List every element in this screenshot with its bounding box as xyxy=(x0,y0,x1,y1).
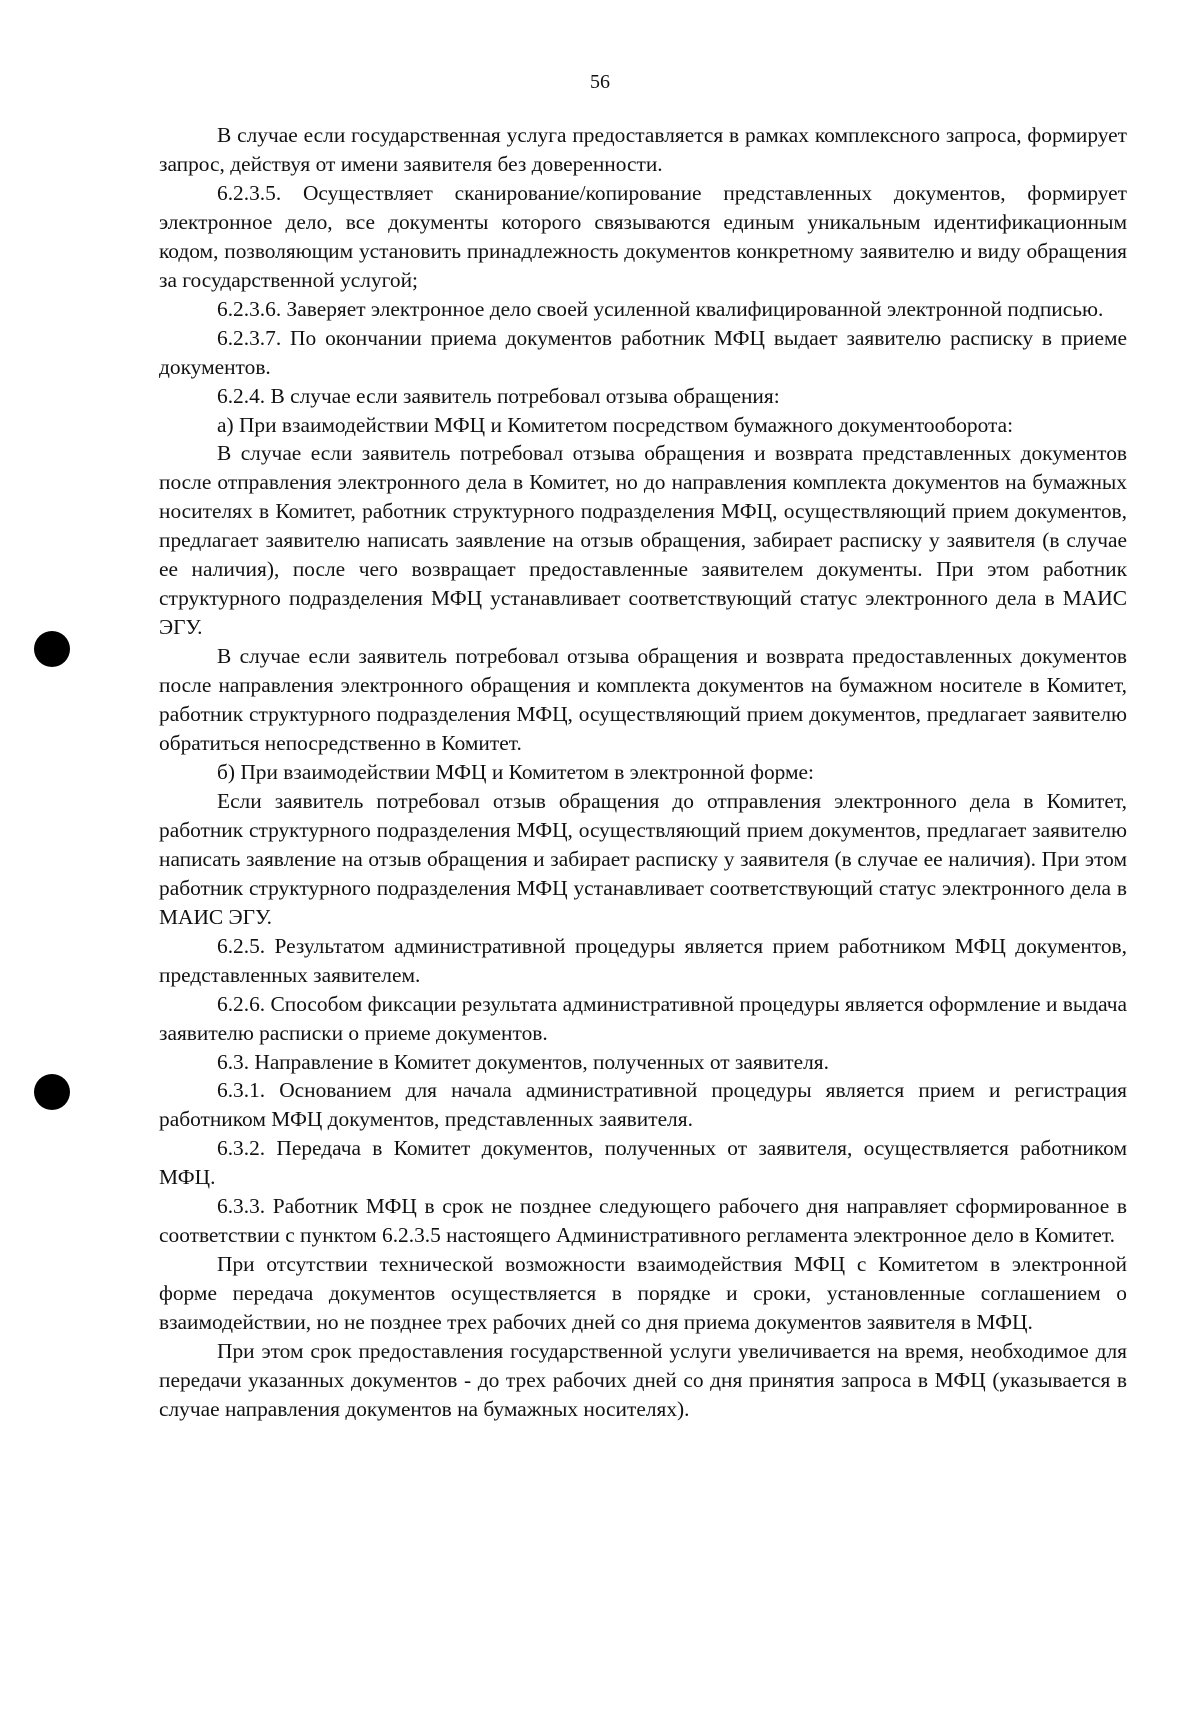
paragraph: 6.3.3. Работник МФЦ в срок не позднее следующего рабочего дня направляет сформированное в соответствии с пунктом 6.2.3.5 настоящего Административного регламента электронное дело в Комитет. xyxy=(159,1194,1127,1248)
punch-hole-mark xyxy=(34,631,70,667)
paragraph: а) При взаимодействии МФЦ и Комитетом посредством бумажного документооборота: xyxy=(217,412,1014,437)
paragraph: В случае если государственная услуга предоставляется в рамках комплексного запроса, формирует запрос, действуя от имени заявителя без доверенности. xyxy=(159,123,1127,176)
page-number: 56 xyxy=(590,71,610,93)
paragraph: 6.3.2. Передача в Комитет документов, полученных от заявителя, осуществляется работником МФЦ. xyxy=(159,1136,1127,1190)
paragraph: При отсутствии технической возможности взаимодействия МФЦ с Комитетом в электронной форме передача документов осуществляется в порядке и сроки, установленные соглашением о взаимодействии, но не позднее трех рабочих дней со дня приема документов заявителя в МФЦ. xyxy=(159,1252,1127,1335)
punch-hole-mark xyxy=(34,1074,70,1110)
paragraph: 6.2.3.6. Заверяет электронное дело своей усиленной квалифицированной электронной подписью. xyxy=(217,296,1104,321)
paragraph: б) При взаимодействии МФЦ и Комитетом в электронной форме: xyxy=(217,759,814,784)
paragraph: 6.2.3.5. Осуществляет сканирование/копирование представленных документов, формирует электронное дело, все документы которого связываются единым уникальным идентификационным кодом, позволяющим установить принадлежность документов конкретному заявителю и виду обращения за государственной услугой; xyxy=(159,180,1127,292)
paragraph: При этом срок предоставления государственной услуги увеличивается на время, необходимое для передачи указанных документов - до трех рабочих дней со дня принятия запроса в МФЦ (указывается в случае направления документов на бумажных носителях). xyxy=(159,1339,1127,1421)
paragraph: 6.3.1. Основанием для начала административной процедуры является прием и регистрация работником МФЦ документов, представленных заявителя. xyxy=(159,1078,1127,1132)
paragraph: 6.2.4. В случае если заявитель потребовал отзыва обращения: xyxy=(217,383,780,408)
paragraph: 6.3. Направление в Комитет документов, полученных от заявителя. xyxy=(217,1049,829,1074)
paragraph: В случае если заявитель потребовал отзыва обращения и возврата представленных документов после отправления электронного дела в Комитет, но до направления комплекта документов на бумажных носителях в Комитет, работник структурного подразделения МФЦ, осуществляющий прием документов, предлагает заявителю написать заявление на отзыв обращения, забирает расписку у заявителя (в случае ее наличия), после чего возвращает предоставленные заявителем документы. При этом работник структурного подразделения МФЦ устанавливает соответствующий статус электронного дела в МАИС ЭГУ. xyxy=(159,441,1127,640)
paragraph: 6.2.5. Результатом административной процедуры является прием работником МФЦ документов, представленных заявителем. xyxy=(159,933,1127,987)
document-body xyxy=(159,121,1127,1424)
paragraph: В случае если заявитель потребовал отзыва обращения и возврата предоставленных документов после направления электронного обращения и комплекта документов на бумажном носителе в Комитет, работник структурного подразделения МФЦ, осуществляющий прием документов, предлагает заявителю обратиться непосредственно в Комитет. xyxy=(159,644,1127,756)
paragraph: Если заявитель потребовал отзыв обращения до отправления электронного дела в Комитет, работник структурного подразделения МФЦ, осуществляющий прием документов, предлагает заявителю написать заявление на отзыв обращения и забирает расписку у заявителя (в случае ее наличия). При этом работник структурного подразделения МФЦ устанавливает соответствующий статус электронного дела в МАИС ЭГУ. xyxy=(159,788,1127,929)
paragraph: 6.2.6. Способом фиксации результата административной процедуры является оформление и выдача заявителю расписки о приеме документов. xyxy=(159,991,1127,1045)
paragraph: 6.2.3.7. По окончании приема документов работник МФЦ выдает заявителю расписку в приеме документов. xyxy=(159,325,1127,379)
